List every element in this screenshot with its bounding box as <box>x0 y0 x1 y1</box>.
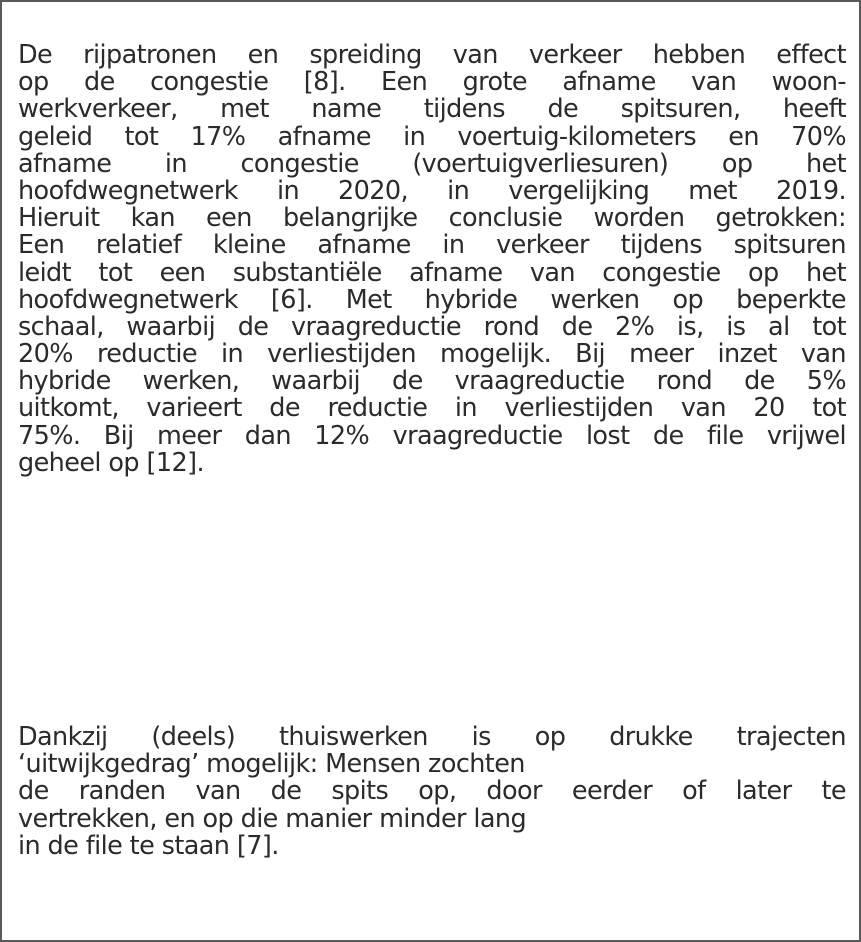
paragraph-traffic-patterns <box>18 42 846 477</box>
text-line: 75%. Bij meer dan 12% vraagreductie lost de file vrijwel <box>18 420 846 451</box>
text-line: De rijpatronen en spreiding van verkeer hebben effect <box>18 40 846 70</box>
text-line: hoofdwegnetwerk in 2020, in vergelijking met 2019. <box>18 175 846 206</box>
text-line: vertrekken, en op die manier minder lang <box>18 803 527 834</box>
text-line: de randen van de spits op, door eerder of later te <box>18 776 846 807</box>
text-line: geleid tot 17% afname in voertuig-kilometers en 70% <box>18 121 846 152</box>
text-line: 20% reductie in verliestijden mogelijk. Bij meer inzet van <box>18 339 846 370</box>
text-line: hybride werken, waarbij de vraagreductie rond de 5% <box>18 366 846 397</box>
text-line: werkverkeer, met name tijdens de spitsuren, heeft <box>18 94 846 125</box>
paragraph-home-working <box>18 724 846 860</box>
text-line: op de congestie [8]. Een grote afname van woon- <box>18 67 846 98</box>
text-line: Dankzij (deels) thuiswerken is op drukke trajecten <box>18 722 846 752</box>
text-line: schaal, waarbij de vraagreductie rond de 2% is, is al tot <box>18 311 846 342</box>
text-line: hoofdwegnetwerk [6]. Met hybride werken op beperkte <box>18 284 846 315</box>
text-line: ‘uitwijkgedrag’ mogelijk: Mensen zochten <box>18 749 525 780</box>
text-line: leidt tot een substantiële afname van congestie op het <box>18 257 846 288</box>
text-line: uitkomt, varieert de reductie in verliestijden van 20 tot <box>18 393 846 424</box>
text-line: Een relatief kleine afname in verkeer tijdens spitsuren <box>18 230 846 261</box>
text-line: in de file te staan [7]. <box>18 830 279 861</box>
text-line: afname in congestie (voertuigverliesuren) op het <box>18 148 846 179</box>
text-line: geheel op [12]. <box>18 447 204 478</box>
text-line: Hieruit kan een belangrijke conclusie worden getrokken: <box>18 203 846 234</box>
